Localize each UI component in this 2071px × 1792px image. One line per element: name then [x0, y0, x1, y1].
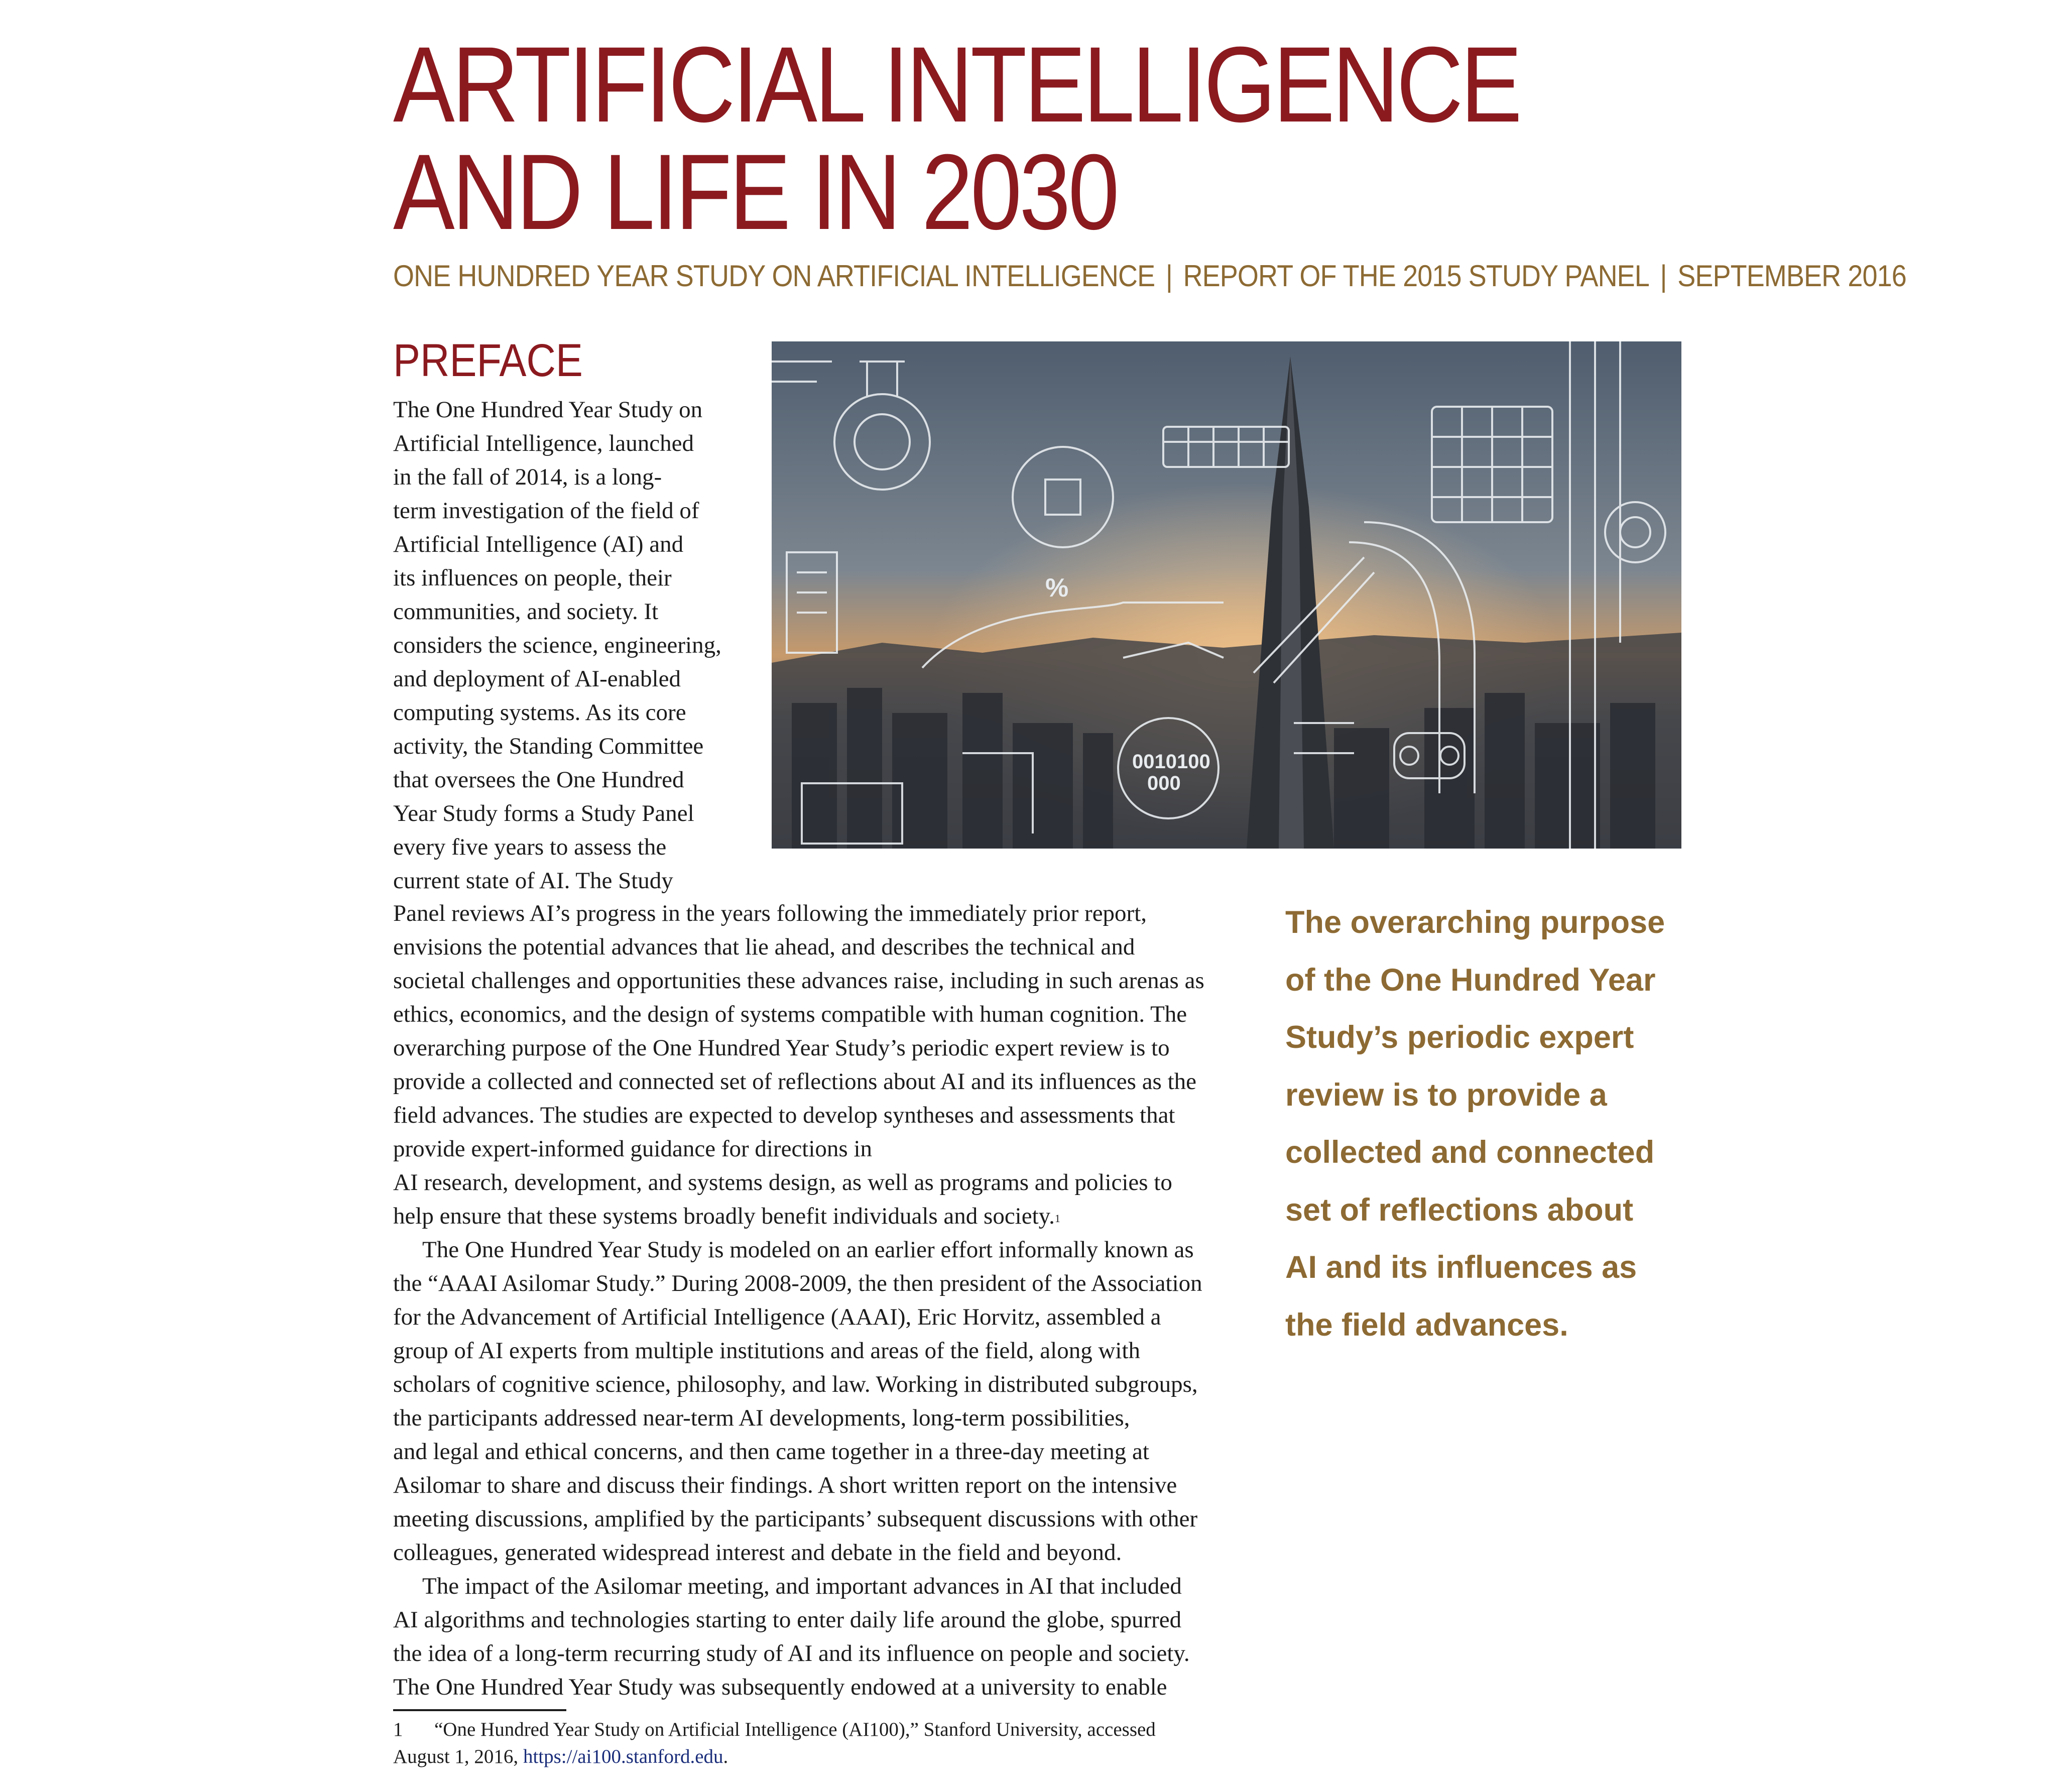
- preface-intro-column: [393, 393, 740, 898]
- body-line: overarching purpose of the One Hundred Year Study’s periodic expert review is to: [393, 1035, 1170, 1061]
- footnote-line-1: [393, 1716, 1247, 1743]
- percent-glyph: %: [1045, 573, 1069, 603]
- binary-digits-line-2: 000: [1147, 772, 1181, 794]
- body-line: Panel reviews AI’s progress in the years following the immediately prior report,: [393, 900, 1147, 926]
- preface-body-column: [393, 897, 1257, 1704]
- hero-illustration: [772, 341, 1681, 849]
- subtitle-separator: |: [1660, 259, 1667, 293]
- preface-heading: PREFACE: [393, 335, 583, 386]
- body-line: its influences on people, their: [393, 565, 672, 591]
- pull-quote-line: Study’s periodic expert: [1285, 1020, 1634, 1055]
- body-line: provide a collected and connected set of reflections about AI and its influences as the: [393, 1068, 1197, 1095]
- footnote-period: .: [723, 1746, 728, 1767]
- pull-quote-line: The overarching purpose: [1285, 905, 1665, 940]
- body-line: for the Advancement of Artificial Intelligence (AAAI), Eric Horvitz, assembled a: [393, 1304, 1161, 1330]
- pull-quote-line: the field advances.: [1285, 1307, 1568, 1343]
- pull-quote-line: collected and connected: [1285, 1135, 1655, 1170]
- footnote: [393, 1716, 1247, 1770]
- body-line: the idea of a long-term recurring study of AI and its influence on people and society.: [393, 1640, 1190, 1666]
- body-line: in the fall of 2014, is a long-: [393, 464, 662, 490]
- body-line: communities, and society. It: [393, 599, 659, 625]
- subtitle-study-name: ONE HUNDRED YEAR STUDY ON ARTIFICIAL INTELLIGENCE: [393, 259, 1155, 293]
- body-line: ethics, economics, and the design of systems compatible with human cognition. The: [393, 1001, 1187, 1027]
- footnote-number: 1: [393, 1719, 403, 1740]
- body-line: activity, the Standing Committee: [393, 733, 704, 759]
- body-line: [393, 1200, 1257, 1233]
- title-line-1: ARTIFICIAL INTELLIGENCE: [393, 25, 1520, 145]
- body-line: computing systems. As its core: [393, 699, 686, 726]
- body-line: AI algorithms and technologies starting to enter daily life around the globe, spurred: [393, 1607, 1182, 1633]
- subtitle-date: SEPTEMBER 2016: [1677, 259, 1906, 293]
- body-line: the participants addressed near-term AI developments, long-term possibilities,: [393, 1405, 1130, 1431]
- body-line: Asilomar to share and discuss their findings. A short written report on the intensive: [393, 1472, 1177, 1498]
- body-line: The impact of the Asilomar meeting, and important advances in AI that included: [422, 1573, 1182, 1599]
- report-title: [393, 25, 1520, 252]
- body-line: Artificial Intelligence (AI) and: [393, 531, 684, 557]
- body-line: and legal and ethical concerns, and then came together in a three-day meeting at: [393, 1439, 1149, 1465]
- body-line: provide expert-informed guidance for directions in: [393, 1136, 873, 1162]
- footnote-text: “One Hundred Year Study on Artificial Intelligence (AI100),” Stanford University, accessed: [434, 1719, 1156, 1740]
- footnote-reference[interactable]: 1: [1054, 1212, 1060, 1225]
- pull-quote-line: review is to provide a: [1285, 1077, 1607, 1113]
- body-line: every five years to assess the: [393, 834, 667, 860]
- body-line: societal challenges and opportunities these advances raise, including in such arenas as: [393, 968, 1204, 994]
- binary-digits-line-1: 0010100: [1132, 751, 1210, 773]
- body-line: Artificial Intelligence, launched: [393, 430, 694, 456]
- body-line: The One Hundred Year Study is modeled on an earlier effort informally known as: [422, 1237, 1194, 1263]
- body-line: The One Hundred Year Study was subsequently endowed at a university to enable: [393, 1674, 1167, 1700]
- body-line: group of AI experts from multiple institutions and areas of the field, along with: [393, 1338, 1141, 1364]
- body-line: colleagues, generated widespread interest and debate in the field and beyond.: [393, 1539, 1122, 1566]
- body-line: scholars of cognitive science, philosophy, and law. Working in distributed subgroups,: [393, 1371, 1198, 1397]
- footnote-line-2: [393, 1743, 1247, 1770]
- body-line: the “AAAI Asilomar Study.” During 2008-2009, the then president of the Association: [393, 1270, 1202, 1296]
- footnote-link[interactable]: https://ai100.stanford.edu: [523, 1746, 723, 1767]
- body-line: meeting discussions, amplified by the participants’ subsequent discussions with other: [393, 1506, 1198, 1532]
- pull-quote-line: set of reflections about: [1285, 1192, 1634, 1228]
- city-tech-collage-image: [772, 341, 1681, 849]
- footnote-date: August 1, 2016,: [393, 1746, 523, 1767]
- body-line: considers the science, engineering,: [393, 632, 721, 658]
- body-line: The One Hundred Year Study on: [393, 397, 703, 423]
- body-line: envisions the potential advances that lie ahead, and describes the technical and: [393, 934, 1135, 960]
- body-line-text: help ensure that these systems broadly benefit individuals and society.: [393, 1203, 1055, 1229]
- body-line: current state of AI. The Study: [393, 868, 673, 894]
- pull-quote: [1285, 894, 1697, 1354]
- subtitle-separator: |: [1165, 259, 1172, 293]
- body-line: that oversees the One Hundred: [393, 767, 684, 793]
- title-line-2: AND LIFE IN 2030: [393, 132, 1117, 252]
- subtitle-report-name: REPORT OF THE 2015 STUDY PANEL: [1183, 259, 1649, 293]
- report-subtitle: [393, 256, 1906, 296]
- body-line: field advances. The studies are expected to develop syntheses and assessments that: [393, 1102, 1175, 1128]
- body-line: AI research, development, and systems design, as well as programs and policies to: [393, 1169, 1172, 1196]
- body-line: term investigation of the field of: [393, 498, 699, 524]
- pull-quote-line: AI and its influences as: [1285, 1250, 1637, 1285]
- body-line: Year Study forms a Study Panel: [393, 800, 694, 826]
- body-line: and deployment of AI-enabled: [393, 666, 681, 692]
- pull-quote-line: of the One Hundred Year: [1285, 962, 1656, 998]
- footnote-divider: [393, 1709, 566, 1711]
